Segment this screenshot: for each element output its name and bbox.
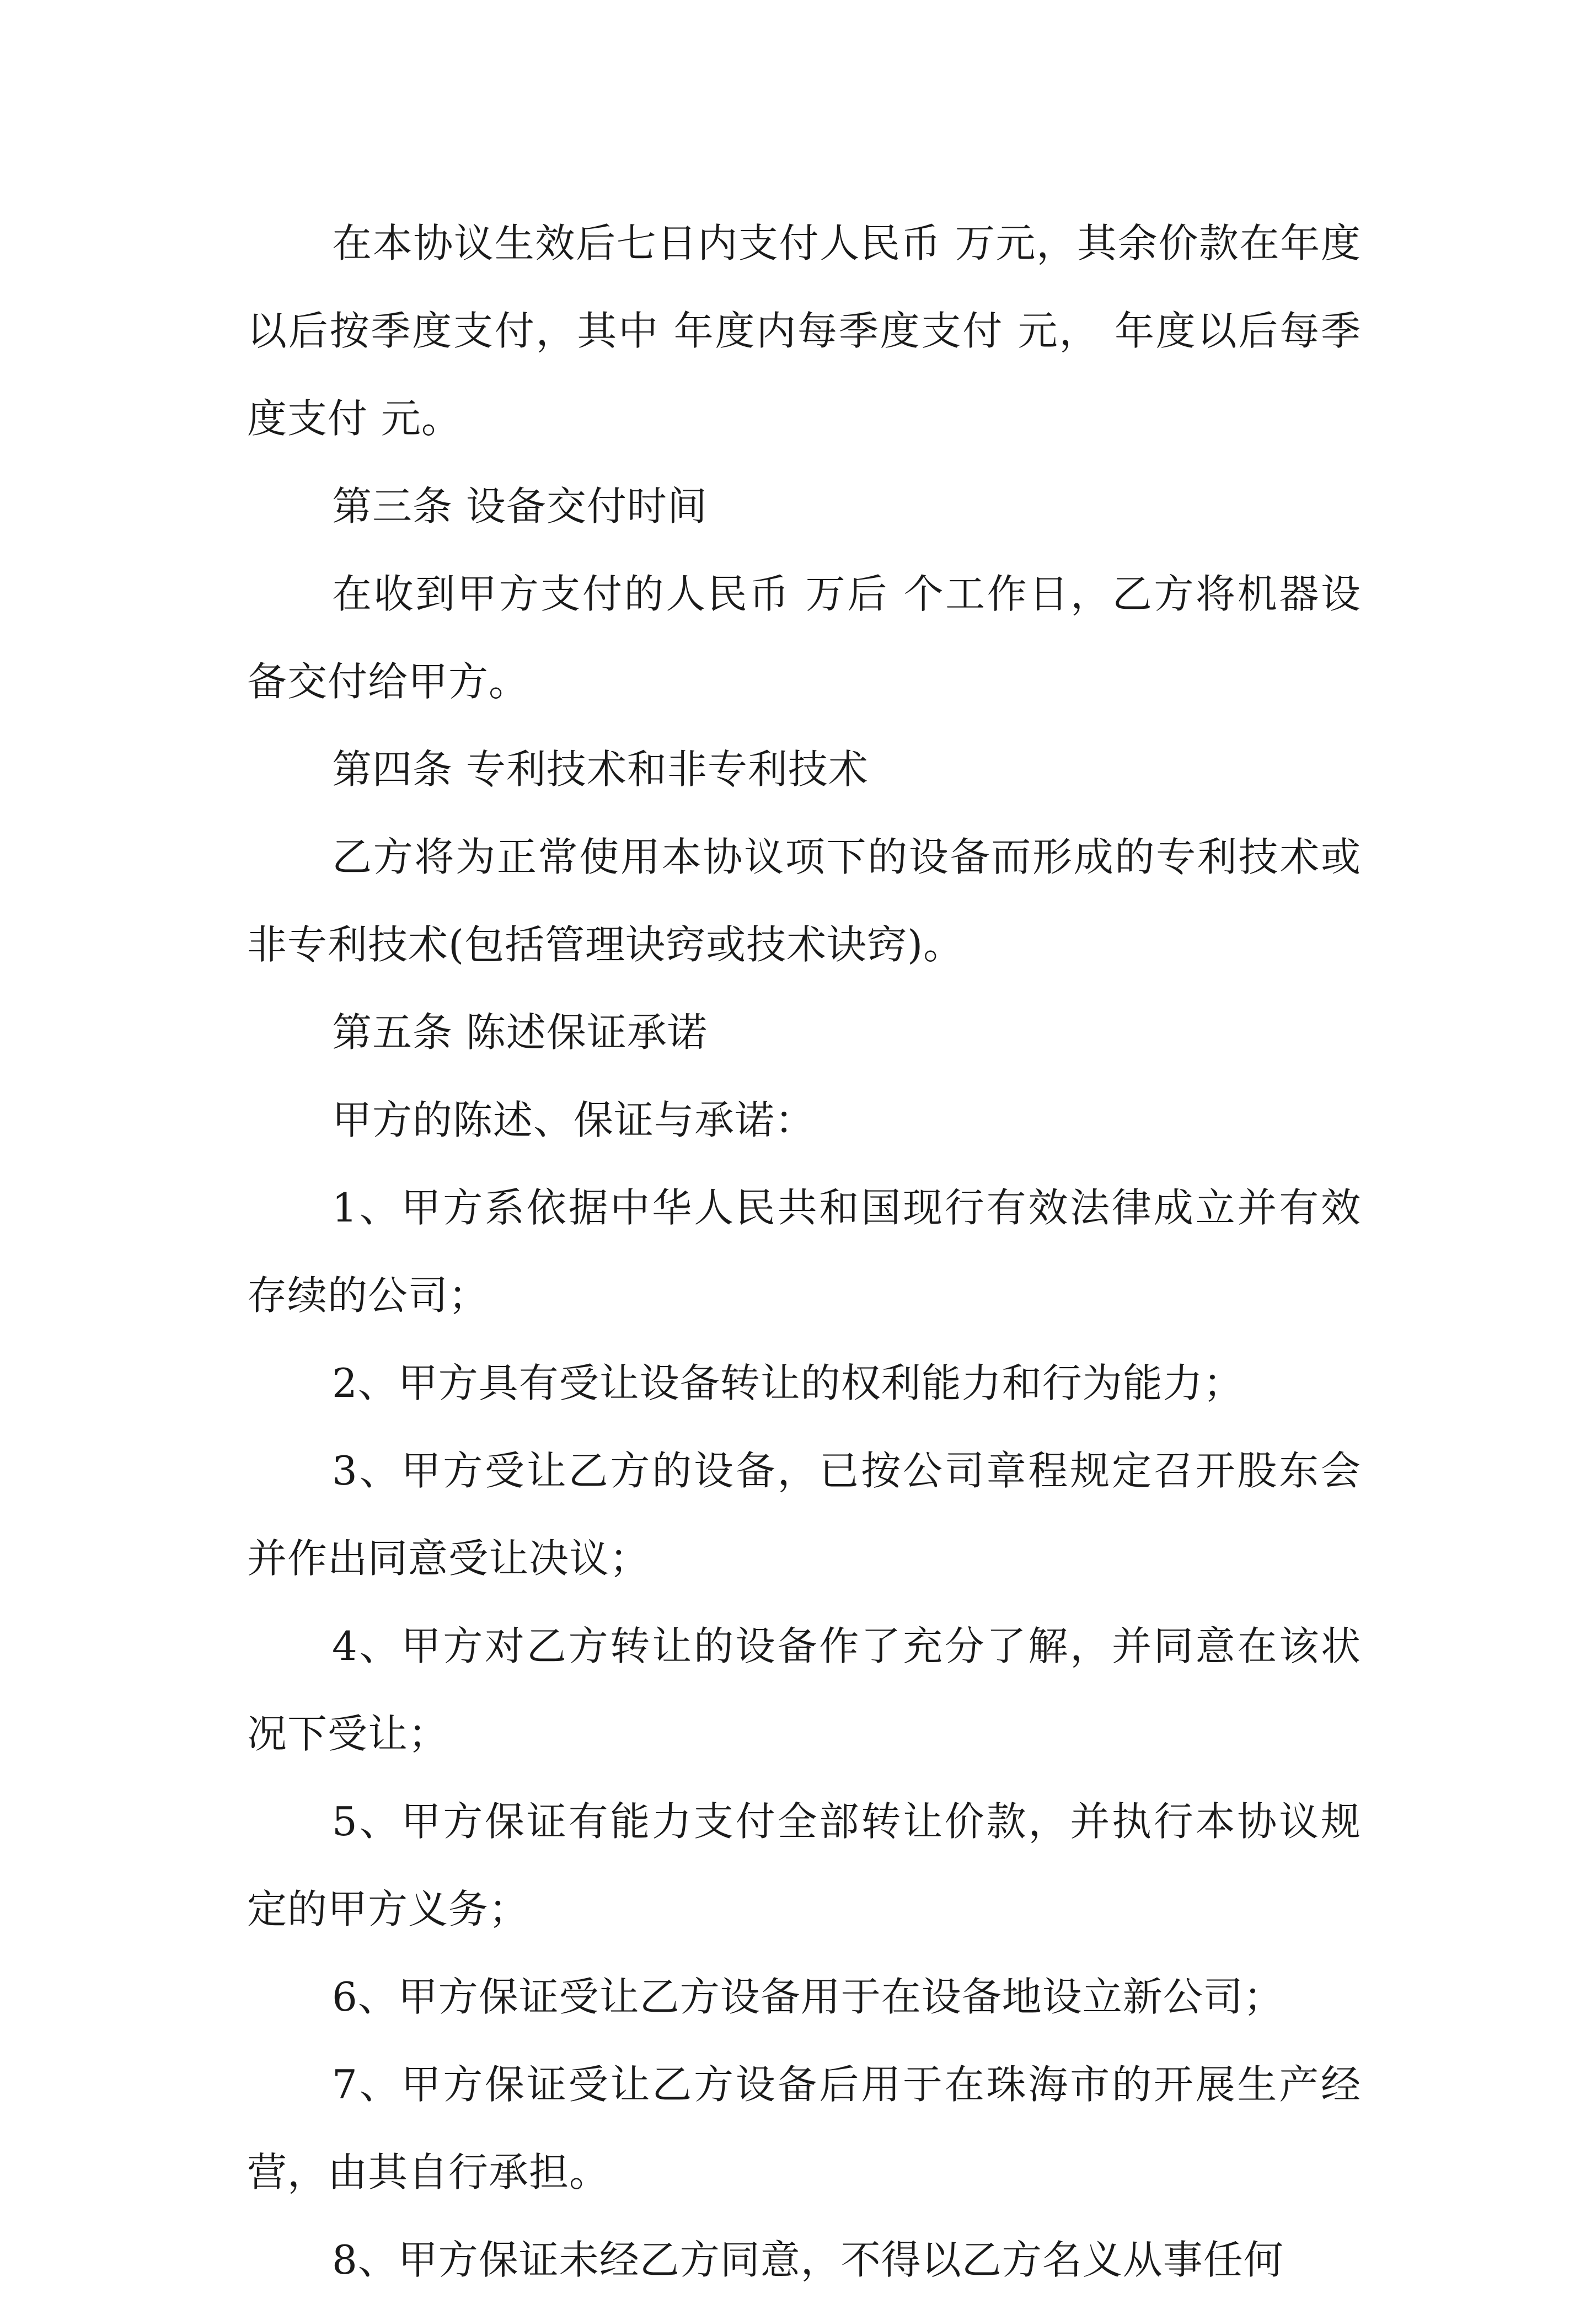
paragraph-party-a-statements-intro: 甲方的陈述、保证与承诺： (332, 1097, 816, 1143)
list-item-5: 5、甲方保证有能力支付全部转让价款，并执行本协议规定的甲方义务； (247, 1798, 1361, 1932)
list-item-3: 3、甲方受让乙方的设备，已按公司章程规定召开股东会并作出同意受让决议； (247, 1448, 1361, 1582)
list-item-1: 1、甲方系依据中华人民共和国现行有效法律成立并有效存续的公司； (247, 1185, 1361, 1319)
list-item-4: 4、甲方对乙方转让的设备作了充分了解，并同意在该状况下受让； (247, 1623, 1361, 1757)
article-3-heading: 第三条 设备交付时间 (332, 483, 708, 529)
list-item-7: 7、甲方保证受让乙方设备后用于在珠海市的开展生产经营，由其自行承担。 (247, 2061, 1361, 2195)
document-page (247, 200, 1361, 2304)
paragraph-patent-technology: 乙方将为正常使用本协议项下的设备而形成的专利技术或非专利技术(包括管理诀窍或技术诀窍)。 (247, 834, 1361, 968)
list-item-2: 2、甲方具有受让设备转让的权利能力和行为能力； (332, 1360, 1244, 1406)
paragraph-delivery-time: 在收到甲方支付的人民币 万后 个工作日，乙方将机器设备交付给甲方。 (247, 571, 1361, 705)
article-4-heading: 第四条 专利技术和非专利技术 (332, 746, 869, 792)
paragraph-payment-terms: 在本协议生效后七日内支付人民币 万元，其余价款在年度以后按季度支付，其中 年度内每季度支付 元， 年度以后每季度支付 元。 (247, 220, 1361, 442)
list-item-6: 6、甲方保证受让乙方设备用于在设备地设立新公司； (332, 1974, 1284, 2020)
article-5-heading: 第五条 陈述保证承诺 (332, 1009, 708, 1055)
list-item-8: 8、甲方保证未经乙方同意，不得以乙方名义从事任何 (332, 2237, 1284, 2283)
